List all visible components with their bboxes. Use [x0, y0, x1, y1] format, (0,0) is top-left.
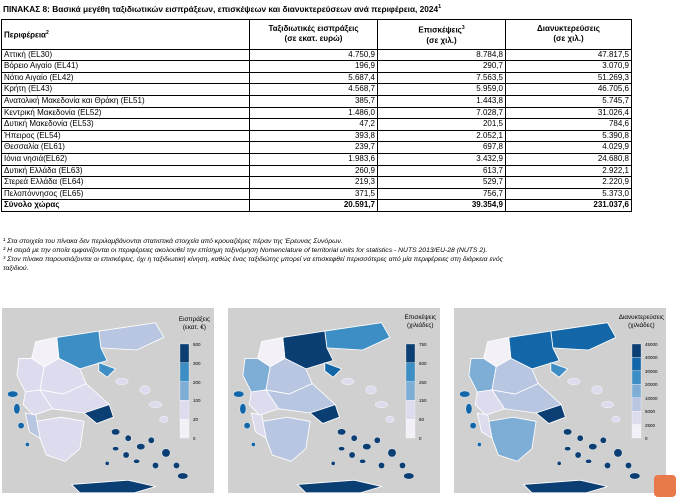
cell-receipts: 260,9: [250, 165, 378, 177]
cell-visits: 3.432,9: [378, 154, 506, 166]
cell-receipts: 239,7: [250, 142, 378, 154]
map-island-naeg: [375, 401, 388, 407]
legend-color-swatch: [632, 425, 641, 438]
site-logo-icon: [654, 475, 676, 497]
greece-choropleth-map: [228, 308, 440, 493]
cell-region: Θεσσαλία (EL61): [2, 142, 250, 154]
map-island-saeg: [585, 459, 591, 463]
map-island-naeg: [160, 416, 168, 422]
cell-nights: 5.390,8: [506, 130, 632, 142]
legend-tick-label: 10000: [645, 395, 658, 401]
map-region-chalk: [325, 363, 342, 378]
cell-receipts: 4.568,7: [250, 84, 378, 96]
map-island-ionian: [459, 391, 470, 397]
map-island-saeg: [337, 429, 345, 435]
cell-region: Πελοπόννησος (EL65): [2, 188, 250, 200]
legend-tick-label: 150: [419, 398, 427, 404]
map-receipts: [2, 308, 214, 493]
cell-region: Δυτική Ελλάδα (EL63): [2, 165, 250, 177]
cell-visits: 756,7: [378, 188, 506, 200]
map-island-saeg: [557, 461, 561, 465]
cell-visits: 7.028,7: [378, 107, 506, 119]
map-region-chalk: [99, 363, 116, 378]
cell-nights: 2.922,1: [506, 165, 632, 177]
legend-tick-label: 40000: [645, 355, 658, 361]
cell-region: Αττική (EL30): [2, 49, 250, 61]
map-region-chalk: [551, 363, 568, 378]
map-island-ionian: [477, 442, 481, 446]
cell-visits: 1.443,8: [378, 96, 506, 108]
cell-visits: 613,7: [378, 165, 506, 177]
legend-tick-label: 20: [193, 417, 199, 423]
map-region-eastmac: [551, 323, 616, 350]
legend-tick-label: 20000: [645, 382, 658, 388]
map-island-ionian: [470, 422, 476, 428]
table-row: [2, 107, 632, 119]
cell-region: Κρήτη (EL43): [2, 84, 250, 96]
map-island-saeg: [359, 459, 365, 463]
legend-tick-label: 30000: [645, 368, 658, 374]
map-island-saeg: [173, 462, 179, 468]
legend-color-swatch: [180, 363, 189, 382]
map-island-saeg: [338, 447, 344, 451]
legend-title-line2: (χιλιάδες): [407, 322, 434, 329]
map-island-ionian: [14, 404, 20, 415]
legend-title-line2: (εκατ. €): [182, 324, 207, 331]
legend-tick-label: 0: [419, 436, 422, 441]
map-region-westgr: [477, 413, 492, 438]
map-island-saeg: [577, 435, 583, 441]
table-row: [2, 188, 632, 200]
legend-color-swatch: [632, 357, 641, 370]
cell-visits: 39.354,9: [378, 200, 506, 212]
map-island-saeg: [604, 462, 610, 468]
cell-region: Νότιο Αιγαίο (EL42): [2, 72, 250, 84]
map-visits: [228, 308, 440, 493]
cell-receipts: 371,5: [250, 188, 378, 200]
legend-tick-label: 45000: [645, 342, 658, 347]
cell-nights: 5.745,7: [506, 96, 632, 108]
map-island-naeg: [140, 386, 151, 394]
legend-tick-label: 5000: [645, 409, 656, 415]
map-island-saeg: [374, 437, 380, 443]
cell-receipts: 20.591,7: [250, 200, 378, 212]
cell-nights: 784,6: [506, 119, 632, 131]
cell-nights: 2.220,9: [506, 177, 632, 189]
cell-visits: 290,7: [378, 61, 506, 73]
legend-tick-label: 2500: [645, 422, 656, 428]
map-island-naeg: [568, 378, 581, 384]
map-island-naeg: [592, 386, 603, 394]
table-row: [2, 119, 632, 131]
cell-receipts: 196,9: [250, 61, 378, 73]
map-island-ionian: [233, 391, 244, 397]
map-island-ionian: [240, 404, 246, 415]
header-receipts: Ταξιδιωτικές εισπράξεις (σε εκατ. ευρώ): [250, 20, 378, 50]
cell-region: Σύνολο χώρας: [2, 200, 250, 212]
legend-color-swatch: [406, 363, 415, 382]
legend-title: [404, 314, 436, 330]
greece-choropleth-map: [2, 308, 214, 493]
cell-nights: 24.680,8: [506, 154, 632, 166]
table-row: [2, 154, 632, 166]
table-row: [2, 72, 632, 84]
map-island-naeg: [601, 401, 614, 407]
legend-color-swatch: [180, 400, 189, 419]
map-island-ionian: [251, 442, 255, 446]
cell-visits: 2.052,1: [378, 130, 506, 142]
map-island-naeg: [342, 378, 355, 384]
cell-visits: 201,5: [378, 119, 506, 131]
map-island-saeg: [625, 462, 631, 468]
map-region-pelop: [36, 417, 84, 461]
table-row: [2, 49, 632, 61]
map-island-saeg: [363, 443, 371, 449]
legend-color-swatch: [632, 398, 641, 411]
cell-receipts: 385,7: [250, 96, 378, 108]
cell-receipts: 5.687,4: [250, 72, 378, 84]
legend-color-swatch: [406, 382, 415, 401]
map-region-crete: [298, 480, 382, 493]
legend-color-swatch: [180, 344, 189, 363]
map-island-saeg: [178, 473, 189, 479]
table-row: [2, 96, 632, 108]
legend-tick-label: 0: [193, 436, 196, 441]
header-region: Περιφέρεια$^2$: [2, 20, 250, 50]
map-island-saeg: [563, 429, 571, 435]
legend-title: [619, 314, 664, 330]
map-island-saeg: [112, 447, 118, 451]
map-island-naeg: [612, 416, 620, 422]
legend-tick-label: 500: [193, 342, 201, 347]
table-row: [2, 130, 632, 142]
map-island-naeg: [366, 386, 377, 394]
legend-tick-label: 200: [193, 379, 201, 385]
map-island-saeg: [105, 461, 109, 465]
map-island-saeg: [152, 462, 158, 468]
map-region-crete: [72, 480, 156, 493]
legend-color-swatch: [406, 400, 415, 419]
cell-visits: 7.563,5: [378, 72, 506, 84]
legend-title: [179, 316, 210, 332]
map-nights: [454, 308, 666, 493]
legend-tick-label: 250: [419, 379, 427, 385]
map-region-westgr: [251, 413, 266, 438]
cell-visits: 529,7: [378, 177, 506, 189]
map-island-saeg: [600, 437, 606, 443]
cell-nights: 47.817,5: [506, 49, 632, 61]
table-row: [2, 142, 632, 154]
map-island-saeg: [589, 443, 597, 449]
cell-receipts: 47,2: [250, 119, 378, 131]
legend-title-line1: Εισπράξεις: [178, 316, 210, 323]
legend-tick-label: 100: [193, 398, 201, 404]
map-island-naeg: [386, 416, 394, 422]
cell-nights: 31.026,4: [506, 107, 632, 119]
map-island-saeg: [351, 435, 357, 441]
table-title: ΠΙΝΑΚΑΣ 8: Βασικά μεγέθη ταξιδιωτικών εισπράξεων, επισκέψεων και διανυκτερεύσεων ανά περιφέρεια, 2024$^1$: [3, 4, 442, 14]
cell-region: Στερεά Ελλάδα (EL64): [2, 177, 250, 189]
map-island-saeg: [133, 459, 139, 463]
legend-title-line2: (χιλιάδες): [628, 322, 655, 329]
cell-nights: 5.373,0: [506, 188, 632, 200]
cell-nights: 4.029,9: [506, 142, 632, 154]
legend-color-swatch: [406, 419, 415, 438]
cell-receipts: 1.486,0: [250, 107, 378, 119]
map-island-saeg: [331, 461, 335, 465]
cell-region: Ιόνια νησιά(EL62): [2, 154, 250, 166]
map-island-ionian: [18, 422, 24, 428]
cell-region: Κεντρική Μακεδονία (EL52): [2, 107, 250, 119]
legend-title-line1: Διανυκτερεύσεις: [618, 314, 664, 321]
map-region-pelop: [262, 417, 310, 461]
legend-color-swatch: [406, 344, 415, 363]
legend-tick-label: 50: [419, 417, 425, 423]
legend-color-swatch: [632, 384, 641, 397]
cell-region: Βόρειο Αιγαίο (EL41): [2, 61, 250, 73]
map-island-naeg: [116, 378, 129, 384]
cell-receipts: 219,3: [250, 177, 378, 189]
statistics-table: [1, 19, 632, 212]
map-island-saeg: [349, 452, 355, 458]
map-region-eastmac: [325, 323, 390, 350]
map-island-naeg: [149, 401, 162, 407]
legend-color-swatch: [180, 419, 189, 438]
cell-region: Ήπειρος (EL54): [2, 130, 250, 142]
cell-region: Ανατολική Μακεδονία και Θράκη (EL51): [2, 96, 250, 108]
cell-nights: 3.070,9: [506, 61, 632, 73]
legend-tick-label: 750: [419, 342, 427, 347]
map-island-saeg: [378, 462, 384, 468]
cell-nights: 231.037,6: [506, 200, 632, 212]
table-row: [2, 165, 632, 177]
cell-nights: 51.269,3: [506, 72, 632, 84]
footnote-2: ² Η σειρά με την οποία εμφανίζονται οι περιφέρειες ακολουθεί την επίσημη ταξινόμηση Nomenclature of territorial units for statistics - NUTS 2013/EU-28 (NUTS 2).: [3, 247, 488, 254]
header-visits: Επισκέψεις$^3$ (σε χιλ.): [378, 20, 506, 50]
cell-region: Δυτική Μακεδονία (EL53): [2, 119, 250, 131]
legend-color-swatch: [632, 411, 641, 424]
greece-choropleth-map: [454, 308, 666, 493]
map-island-saeg: [564, 447, 570, 451]
map-island-ionian: [466, 404, 472, 415]
map-region-eastmac: [99, 323, 164, 350]
legend-tick-label: 0: [645, 436, 648, 441]
cell-visits: 8.784,8: [378, 49, 506, 61]
map-island-saeg: [630, 473, 641, 479]
cell-receipts: 1.983,6: [250, 154, 378, 166]
map-island-ionian: [25, 442, 29, 446]
table-row: [2, 177, 632, 189]
cell-receipts: 393,8: [250, 130, 378, 142]
table-row: [2, 84, 632, 96]
map-island-saeg: [123, 452, 129, 458]
table-header-row: [2, 20, 632, 50]
legend-tick-label: 300: [193, 360, 201, 366]
map-island-saeg: [148, 437, 154, 443]
table-total-row: [2, 200, 632, 212]
cell-nights: 46.705,6: [506, 84, 632, 96]
header-nights: Διανυκτερεύσεις (σε χιλ.): [506, 20, 632, 50]
map-island-saeg: [388, 449, 396, 457]
cell-visits: 697,8: [378, 142, 506, 154]
legend-color-swatch: [180, 382, 189, 401]
legend-tick-label: 500: [419, 360, 427, 366]
map-island-saeg: [111, 429, 119, 435]
map-island-saeg: [162, 449, 170, 457]
map-region-pelop: [488, 417, 536, 461]
footnote-3: ³ Στον πίνακα παρουσιάζονται οι επισκέψεις, όχι η ταξιδιωτική κίνηση, καθώς ένας ταξιδιώτης μπορεί να επισκεφθεί περισσότερες από μία περιφέρειες στη διάρκεια ενός ταξιδιού.: [3, 256, 503, 272]
map-region-westgr: [25, 413, 40, 438]
map-island-saeg: [125, 435, 131, 441]
map-island-saeg: [404, 473, 415, 479]
map-island-saeg: [575, 452, 581, 458]
map-region-crete: [524, 480, 608, 493]
map-island-ionian: [244, 422, 250, 428]
footnote-1: ¹ Στα στοιχεία του πίνακα δεν περιλαμβάνονται στατιστικά στοιχεία από κρουαζιέρες πέραν της Έρευνας Συνόρων.: [3, 238, 343, 245]
map-island-ionian: [7, 391, 17, 397]
table-row: [2, 61, 632, 73]
legend-color-swatch: [632, 344, 641, 357]
legend-title-line1: Επισκέψεις: [404, 314, 436, 321]
cell-receipts: 4.750,9: [250, 49, 378, 61]
cell-visits: 5.959,0: [378, 84, 506, 96]
map-island-saeg: [137, 443, 145, 449]
map-island-saeg: [399, 462, 405, 468]
legend-color-swatch: [632, 371, 641, 384]
map-island-saeg: [614, 449, 622, 457]
